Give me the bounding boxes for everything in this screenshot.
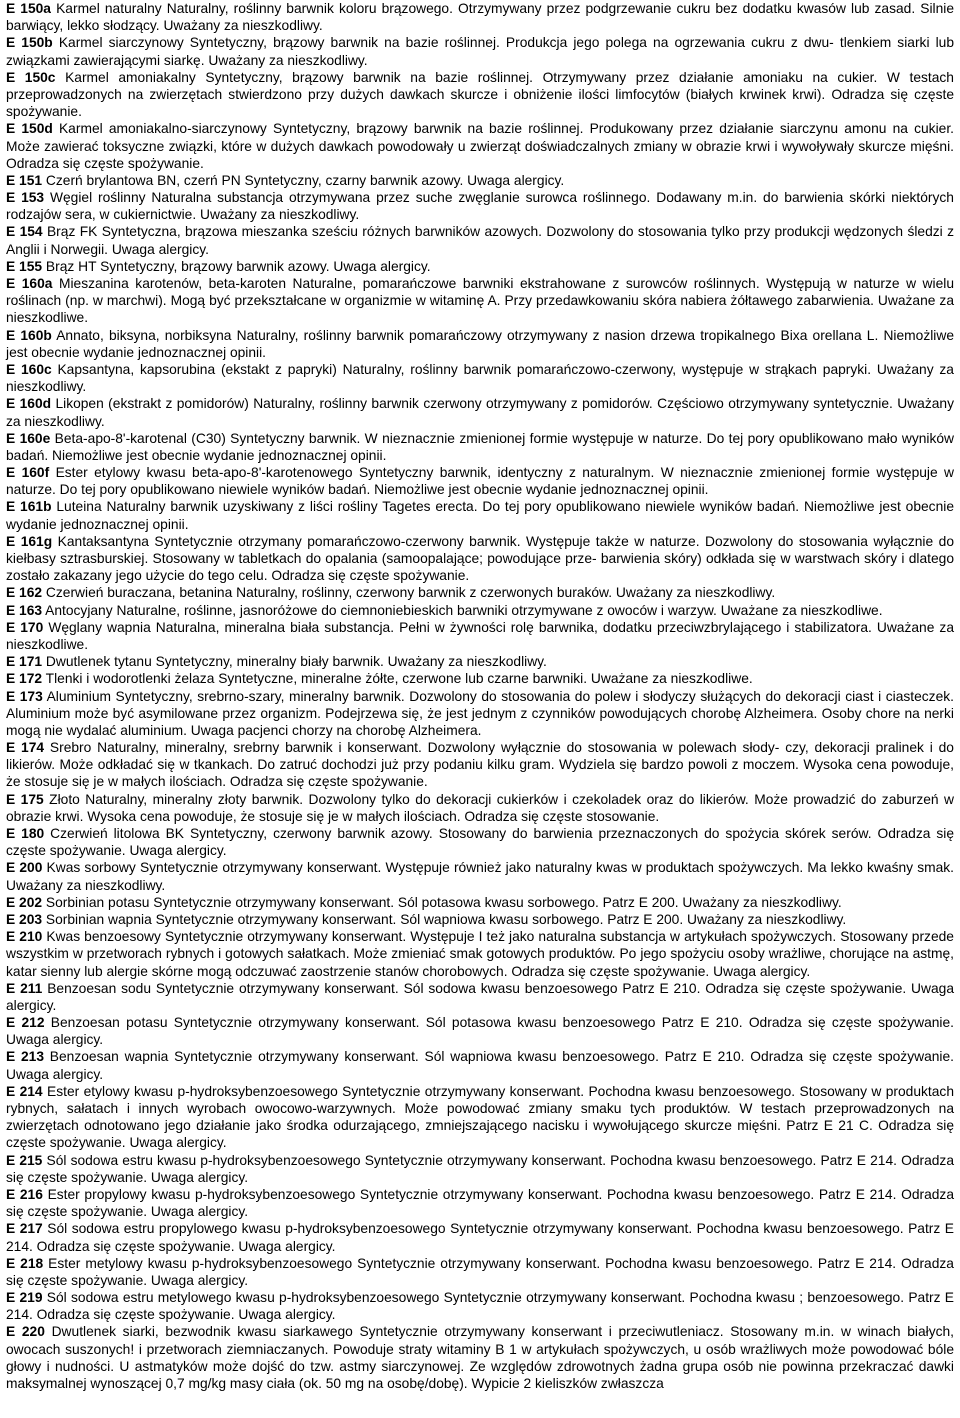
additive-code: E 162 <box>6 585 43 601</box>
additive-code: E 213 <box>6 1049 44 1065</box>
additive-code: E 160d <box>6 396 52 412</box>
additive-code: E 150c <box>6 69 56 85</box>
additive-entry <box>6 275 954 327</box>
additive-description: Dwutlenek siarki, bezwodnik kwasu siarkawego Syntetycznie otrzymywany konserwant i przeciwutleniacz. Stosowany m.in. w winach białych, owocach suszonych! i przetworach ziemniaczanych. Powoduje straty witaminy B 1 w artykułach spożywczych, u osób wrażliwych może powodować bóle głowy i nudności. U astmatyków może dojść do tzw. astmy siarczynowej. Ze względów zdrowotnych żadna grupa osób nie powinna przekraczać dawki maksymalnej wynoszącej 0,7 mg/kg masy ciała (ok. 50 mg na osobę/dobę). Wypicie 2 kieliszków zwłaszcza <box>6 1324 955 1391</box>
additive-description: Kapsantyna, kapsorubina (ekstakt z papryki) Naturalny, roślinny barwnik pomarańczowo-czerwony, występuje w strąkach papryki. Uważany za nieszkodliwy. <box>6 361 954 395</box>
additive-code: E 171 <box>6 654 43 670</box>
additive-entry <box>6 911 954 928</box>
additive-entry <box>6 619 954 653</box>
additive-description: Sorbinian potasu Syntetycznie otrzymywany konserwant. Sól potasowa kwasu sorbowego. Patrz E 200. Uważany za nieszkodliwy. <box>45 894 842 910</box>
additive-entry <box>6 258 954 275</box>
additive-entry <box>6 584 954 601</box>
additive-entry <box>6 1083 954 1152</box>
additive-code: E 150a <box>6 1 51 16</box>
additive-description: Kantaksantyna Syntetycznie otrzymany pomarańczowo-czerwony barwnik. Występuje także w naturze. Dozwolony do stosowania wyłącznie do kiełbasy sztrasburskiej. Stosowany w tabletkach do opalania (samoopalające; powodujące prze- barwienia skóry) odkłada się w warstwach skóry i dlatego zostało zakazany jego użycie do tego celu. Odradza się częste spożywanie. <box>6 533 955 584</box>
additive-code: E 212 <box>6 1015 45 1031</box>
additive-code: E 160b <box>6 327 52 343</box>
additive-description: Mieszanina karotenów, beta-karoten Naturalne, pomarańczowe barwniki ekstrahowane z surowców roślinnych. Występują w naturze w wielu roślinach (np. w marchwi). Mogą być przekształcane w organizmie w witaminę A. Przy przedawkowaniu skóra nabiera żółtawego zabarwienia. Uważane za nieszkodliwe. <box>6 276 954 326</box>
additive-code: E 218 <box>6 1255 44 1271</box>
additive-code: E 172 <box>6 671 43 687</box>
additive-description: Likopen (ekstrakt z pomidorów) Naturalny, roślinny barwnik czerwony otrzymywany z pomidorów. Częściowo otrzymywany syntetycznie. Uważany za nieszkodliwy. <box>6 396 955 429</box>
additive-code: E 150d <box>6 121 53 137</box>
additive-description: Czerwień litolowa BK Syntetyczny, czerwony barwnik azowy. Stosowany do barwienia przeznaczonych do spożycia skórek serów. Odradza się częste spożywanie. Uwaga alergicy. <box>6 826 954 859</box>
additive-description: Sól sodowa estru metylowego kwasu p-hydroksybenzoesowego Syntetycznie otrzymywany konserwant. Pochodna kwasu ; benzoesowego. Patrz E 214. Odradza się częste spożywanie. Uwaga alergicy. <box>6 1290 954 1323</box>
additive-entry <box>6 602 954 619</box>
additive-description: Brąz HT Syntetyczny, brązowy barwnik azowy. Uwaga alergicy. <box>45 258 431 274</box>
additive-code: E 180 <box>6 826 45 841</box>
additive-description: Aluminium Syntetyczny, srebrno-szary, mineralny barwnik. Dozwolony do stosowania do polew i słodyczy służących do dekoracji ciast i ciasteczek. Aluminium może być asymilowane przez organizm. Podejrzewa się, że jest jednym z czynników powodujących chorobę Alzheimera. Osoby chore na nerki mogą nie wydalać aluminium. Uwaga pacjenci chorzy na chorobę Alzheimera. <box>6 688 954 738</box>
additive-code: E 210 <box>6 929 43 945</box>
additive-code: E 216 <box>6 1186 43 1202</box>
additive-entry <box>6 34 954 68</box>
additive-code: E 160a <box>6 276 53 291</box>
additive-description: Annato, biksyna, norbiksyna Naturalny, roślinny barwnik pomarańczowy otrzymywany z nasion drzewa tropikalnego Bixa orellana L. Niemożliwe jest obecnie wydanie jednoznacznej opinii. <box>6 327 954 360</box>
additive-description: Karmel siarczynowy Syntetyczny, brązowy barwnik na bazie roślinnej. Produkcja jego polega na ogrzewania cukru z dwu- tlenkiem siarki lub związkami zawierającymi siarkę. Uważany za nieszkodliwy. <box>6 35 954 68</box>
additive-code: E 220 <box>6 1324 45 1340</box>
additive-entry <box>6 1152 954 1186</box>
additive-code: E 214 <box>6 1083 43 1099</box>
additive-entry <box>6 327 954 361</box>
additive-code: E 202 <box>6 894 43 910</box>
additive-description: Węgiel roślinny Naturalna substancja otrzymywana przez suche zwęglanie surowca roślinnego. Dodawany m.in. do barwienia skórki niektórych rodzajów sera, w cukiernictwie. Uważany za nieszkodliwy. <box>6 190 954 223</box>
additive-entry <box>6 688 954 740</box>
additive-description: Antocyjany Naturalne, roślinne, jasnoróżowe do ciemnoniebieskich barwniki otrzymywane z owoców i warzyw. Uważane za nieszkodliwe. <box>45 602 883 618</box>
additive-code: E 217 <box>6 1221 43 1237</box>
additive-description: Ester etylowy kwasu beta-apo-8'-karotenowego Syntetyczny barwnik, identyczny z naturalnym. W nieznacznie zmienionej formie występuje w naturze. Do tej pory opublikowano niewiele wyników badań. Niemożliwe jest obecnie wydanie jednoznacznej opinii. <box>6 465 954 498</box>
additive-entry <box>6 1220 954 1254</box>
additive-description: Złoto Naturalny, mineralny złoty barwnik. Dozwolony tylko do dekoracji cukierków i czekoladek oraz do likierów. Może prowadzić do zaburzeń w obrazie krwi. Wysoka cena powoduje, że stosuje się je w małych ilościach. Odradza się częste stosowanie. <box>6 791 954 824</box>
additive-code: E 161g <box>6 533 53 549</box>
additive-code: E 153 <box>6 190 45 206</box>
additive-code: E 173 <box>6 688 43 704</box>
additive-description: Kwas sorbowy Syntetycznie otrzymywany konserwant. Występuje również jako naturalny kwas w produktach spożywczych. Ma lekko kwaśny smak. Uważany za nieszkodliwy. <box>6 860 954 893</box>
additive-description: Ester etylowy kwasu p-hydroksybenzoesowego Syntetycznie otrzymywany konserwant. Pochodna kwasu benzoesowego. Stosowany w produktach rybnych, sałatach i innych wyrobach owocowo-warzywnych. Może powodować zmiany smaku tych produktów. W testach przeprowadzonych na zwierzętach odnotowano jego działanie jako środka odurzającego, zmniejszającego nacisku i wywołującego skurcze mięśni. Patrz E 21 C. Odradza się częste spożywanie. Uwaga alergicy. <box>6 1083 954 1151</box>
additive-description: Węglany wapnia Naturalna, mineralna biała substancja. Pełni w żywności rolę barwnika, dodatku przeciwzbrylającego i stabilizatora. Uważane za nieszkodliwe. <box>6 619 955 652</box>
additive-code: E 160c <box>6 361 52 377</box>
additive-description: Kwas benzoesowy Syntetycznie otrzymywany konserwant. Występuje I też jako naturalna substancja w artykułach spożywczych. Stosowany przede wszystkim w przetworach rybnych i gotowych sałatkach. Może zmieniać smak gotowych produktów. Po jego spożyciu osoby wrażliwe, chorujące na astmę, katar sienny lub alergie skórne mogą odczuwać zaostrzenie stanów chorobowych. Odradza się częste spożywanie. Uwaga alergicy. <box>6 929 954 979</box>
additive-description: Czerń brylantowa BN, czerń PN Syntetyczny, czarny barwnik azowy. Uwaga alergicy. <box>45 172 565 188</box>
additive-description: Ester metylowy kwasu p-hydroksybenzoesowego Syntetycznie otrzymywany konserwant. Pochodna kwasu benzoesowego. Patrz E 214. Odradza się częste spożywanie. Uwaga alergicy. <box>6 1255 954 1288</box>
additive-entry <box>6 361 954 395</box>
additive-entry <box>6 739 954 791</box>
additive-code: E 203 <box>6 911 43 927</box>
additive-code: E 200 <box>6 860 43 876</box>
additive-entry <box>6 172 954 189</box>
additive-entry <box>6 464 954 498</box>
additive-entry <box>6 670 954 687</box>
additive-entry <box>6 1289 954 1323</box>
additive-code: E 155 <box>6 258 43 274</box>
additive-description: Karmel amoniakalno-siarczynowy Syntetyczny, brązowy barwnik na bazie roślinnej. Produkowany przez działanie siarczynu amonu na cukier. Może zawierać toksyczne związki, które w dużych dawkach powodowały u zwierząt doświadczalnych zmiany w obrazie krwi i wywoływały skurcze mięśni. Odradza się częste spożywanie. <box>6 121 954 171</box>
additive-entry <box>6 395 954 429</box>
additive-code: E 163 <box>6 602 43 618</box>
additive-description: Srebro Naturalny, mineralny, srebrny barwnik i konserwant. Dozwolony wyłącznie do stosowania w polewach słody- czy, dekoracji pralinek i do likierów. Może odkładać się w tkankach. Do zatruć dochodzi już przy podaniu kilku gram. Wydziela się bardzo powoli z moczem. Wysoka cena powoduje, że stosuje się je w małych ilościach. Odradza się częste spożywanie. <box>6 740 954 790</box>
additive-description: Tlenki i wodorotlenki żelaza Syntetyczne, mineralne żółte, czerwone lub czarne barwniki. Uważane za nieszkodliwe. <box>45 671 753 687</box>
additive-code: E 215 <box>6 1152 43 1168</box>
additive-code: E 154 <box>6 224 43 240</box>
additive-description: Dwutlenek tytanu Syntetyczny, mineralny biały barwnik. Uważany za nieszkodliwy. <box>45 654 547 670</box>
additive-code: E 211 <box>6 980 43 996</box>
additive-entry <box>6 1255 954 1289</box>
additive-description: Benzoesan potasu Syntetycznie otrzymywany konserwant. Sól potasowa kwasu benzoesowego Patrz E 210. Odradza się częste spożywanie. Uwaga alergicy. <box>6 1015 954 1048</box>
additive-entry <box>6 1048 954 1082</box>
additive-entry <box>6 189 954 223</box>
additive-description: Benzoesan sodu Syntetycznie otrzymywany konserwant. Sól sodowa kwasu benzoesowego Patrz E 210. Odradza się częste spożywanie. Uwaga alergicy. <box>6 980 955 1013</box>
additive-entry <box>6 1186 954 1220</box>
additive-entry <box>6 1323 954 1392</box>
additive-entry <box>6 0 954 34</box>
additive-entry <box>6 69 954 121</box>
additive-entry <box>6 859 954 893</box>
additive-code: E 160e <box>6 430 51 446</box>
additive-code: E 219 <box>6 1290 43 1306</box>
additive-entry <box>6 825 954 859</box>
additive-entry <box>6 894 954 911</box>
additive-description: Benzoesan wapnia Syntetycznie otrzymywany konserwant. Sól wapniowa kwasu benzoesowego. Patrz E 210. Odradza się częste spożywanie. Uwaga alergicy. <box>6 1049 954 1082</box>
additive-entry <box>6 430 954 464</box>
additive-entry <box>6 1014 954 1048</box>
additive-entry <box>6 533 954 585</box>
additive-code: E 151 <box>6 172 43 188</box>
additive-description: Karmel naturalny Naturalny, roślinny barwnik koloru brązowego. Otrzymywany przez podgrzewanie cukru bez dodatku kwasów lub zasad. Silnie barwiący, lekko słodzący. Uważany za nieszkodliwy. <box>6 1 954 34</box>
additive-description: Luteina Naturalny barwnik uzyskiwany z liści rośliny Tagetes erecta. Do tej pory opublikowano niewiele wyników badań. Niemożliwe jest obecnie wydanie jednoznacznej opinii. <box>6 499 954 532</box>
additive-code: E 150b <box>6 35 53 51</box>
additive-description: Karmel amoniakalny Syntetyczny, brązowy barwnik na bazie roślinnej. Otrzymywany przez działanie amoniaku na cukier. W testach przeprowadzonych na zwierzętach stwierdzono przy dużych dawkach skurcze i obniżenie ilości limfocytów (białych krwinek krwi). Odradza się częste spożywanie. <box>6 69 954 120</box>
additive-code: E 170 <box>6 619 44 635</box>
additive-code: E 174 <box>6 740 45 756</box>
additive-description: Sól sodowa estru propylowego kwasu p-hydroksybenzoesowego Syntetycznie otrzymywany konserwant. Pochodna kwasu benzoesowego. Patrz E 214. Odradza się częste spożywanie. Uwaga alergicy. <box>6 1221 955 1254</box>
additive-description: Czerwień buraczana, betanina Naturalny, roślinny, czerwony barwnik z czerwonych buraków. Uważany za nieszkodliwy. <box>45 585 776 601</box>
additive-code: E 160f <box>6 465 50 481</box>
additive-description: Brąz FK Syntetyczna, brązowa mieszanka sześciu różnych barwników azowych. Dozwolony do stosowania tylko przy produkcji wędzonych śledzi z Anglii i Norwegii. Uwaga alergicy. <box>6 224 954 257</box>
additive-description: Sól sodowa estru kwasu p-hydroksybenzoesowego Syntetycznie otrzymywany konserwant. Pochodna kwasu benzoesowego. Patrz E 214. Odradza się częste spożywanie. Uwaga alergicy. <box>6 1152 955 1185</box>
additive-entry <box>6 653 954 670</box>
additive-entry <box>6 120 954 172</box>
additive-entry <box>6 791 954 825</box>
additive-entry <box>6 980 954 1014</box>
additive-description: Beta-apo-8'-karotenal (C30) Syntetyczny barwnik. W nieznacznie zmienionej formie występuje w naturze. Do tej pory opublikowano mało wyników badań. Niemożliwe jest obecnie wydanie jednoznacznej opinii. <box>6 430 955 463</box>
additive-description: Sorbinian wapnia Syntetycznie otrzymywany konserwant. Sól wapniowa kwasu sorbowego. Patrz E 200. Uważany za nieszkodliwy. <box>45 911 847 927</box>
additive-entry <box>6 498 954 532</box>
additive-entry <box>6 223 954 257</box>
additive-code: E 161b <box>6 499 52 515</box>
additive-code: E 175 <box>6 791 44 807</box>
additive-entry <box>6 928 954 980</box>
additive-description: Ester propylowy kwasu p-hydroksybenzoesowego Syntetycznie otrzymywany konserwant. Pochodna kwasu benzoesowego. Patrz E 214. Odradza się częste spożywanie. Uwaga alergicy. <box>6 1186 955 1220</box>
